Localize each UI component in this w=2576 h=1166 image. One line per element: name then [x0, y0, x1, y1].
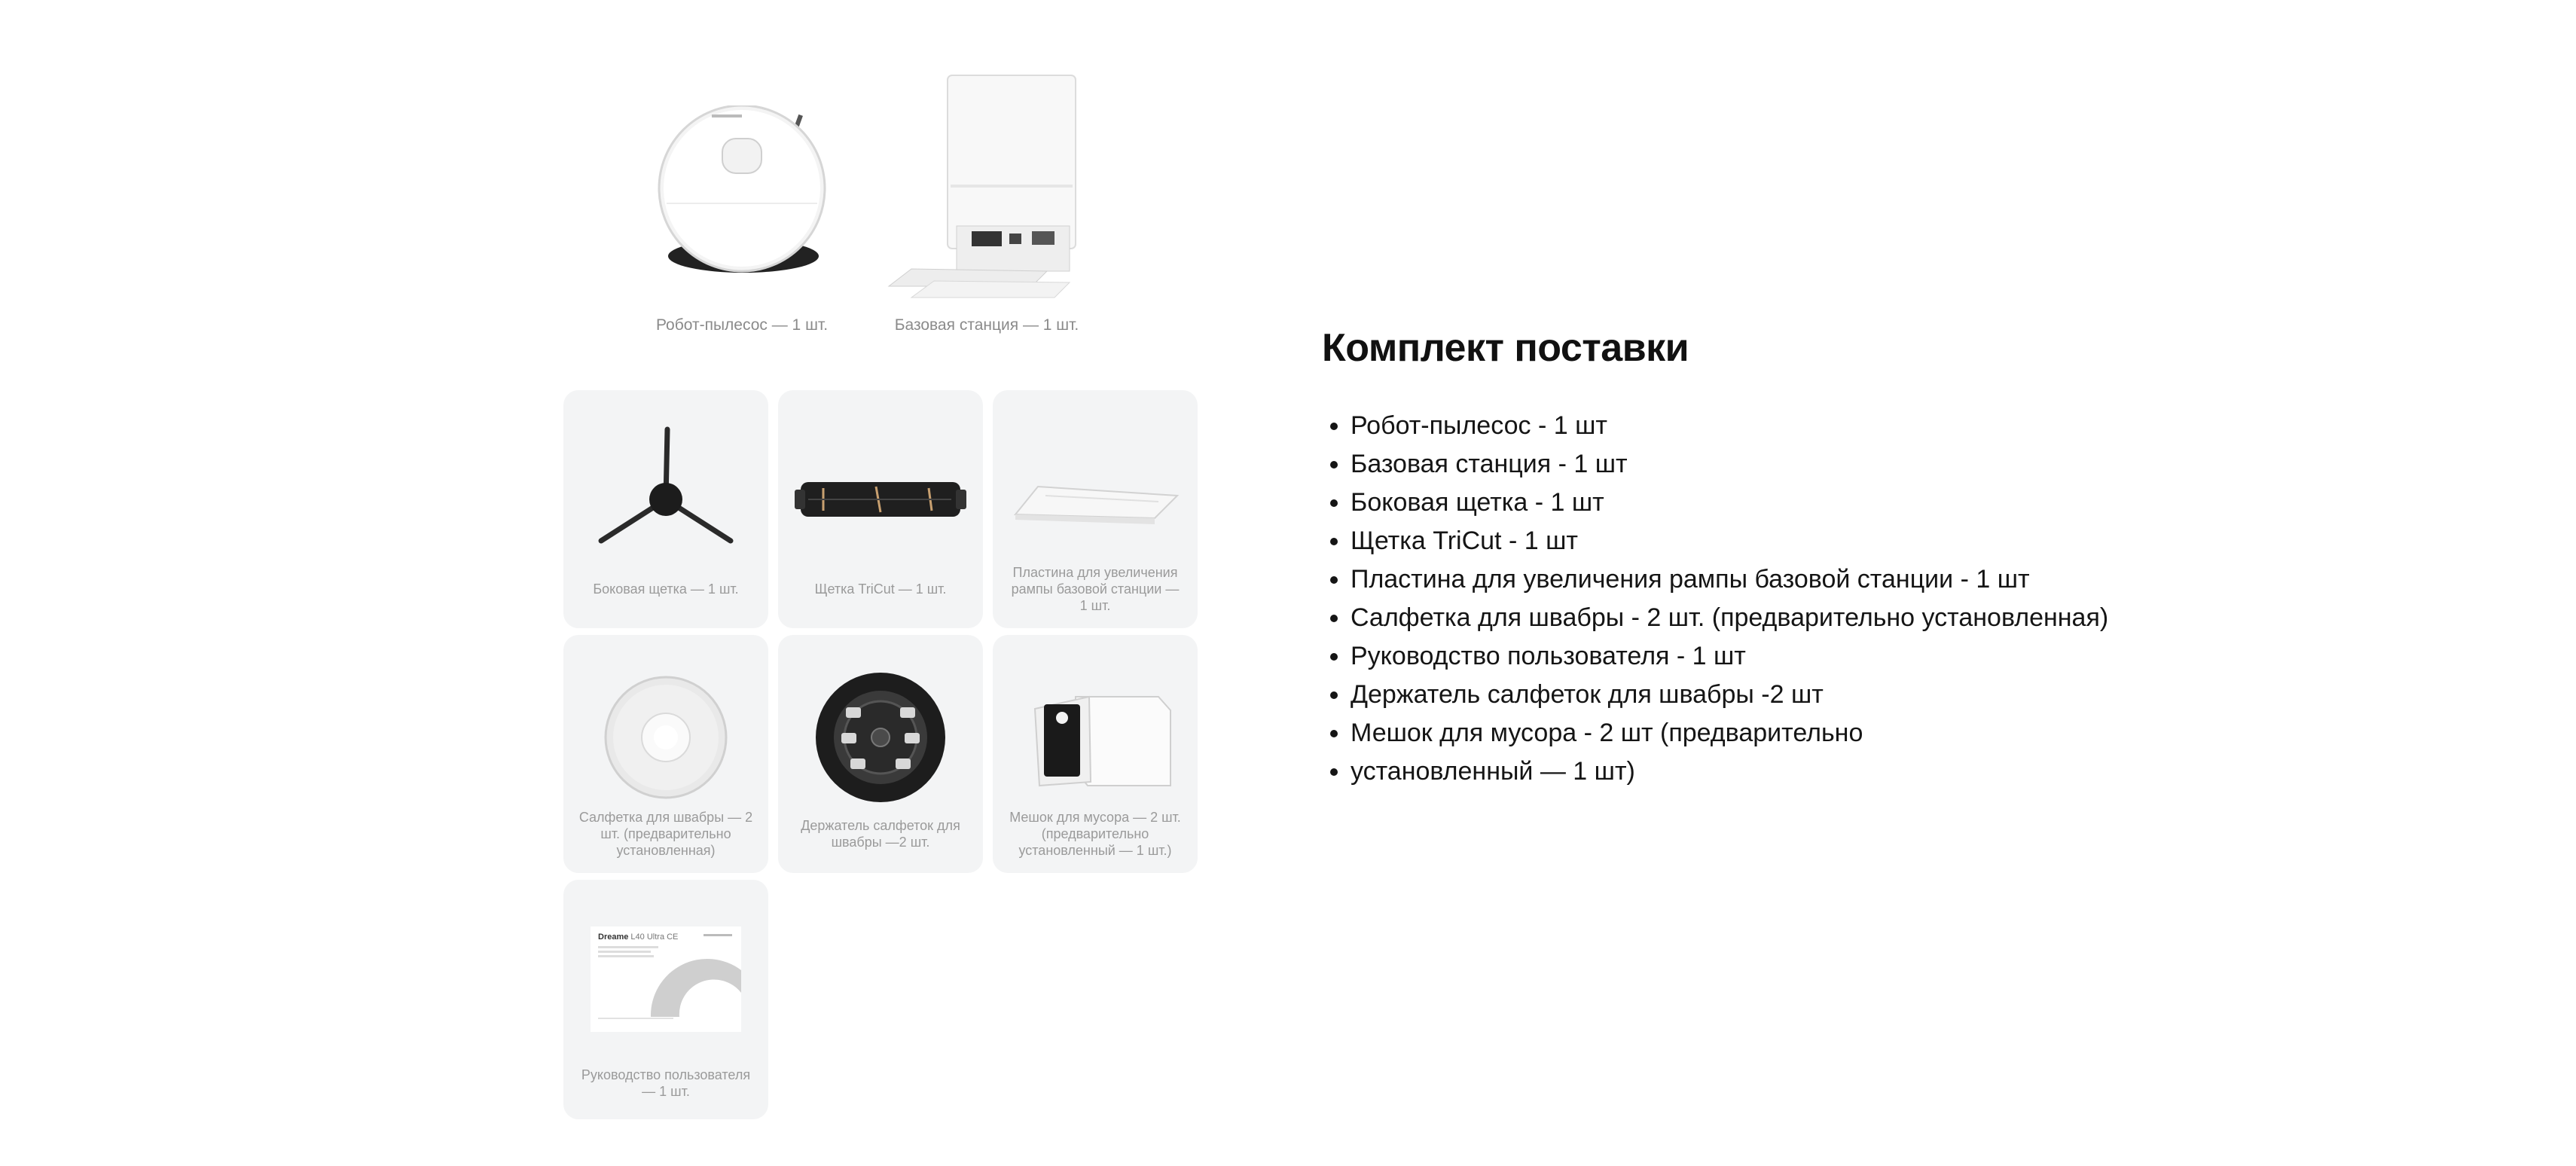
card-mop-holder	[778, 635, 983, 873]
user-manual-icon	[591, 926, 741, 1032]
base-station-icon	[881, 72, 1092, 305]
mop-pad-icon	[563, 635, 768, 808]
card-user-manual	[563, 880, 768, 1119]
tricut-brush-caption: Щетка TriCut — 1 шт.	[814, 581, 947, 597]
card-tricut-brush	[778, 390, 983, 628]
user-manual-caption: Руководство пользователя — 1 шт.	[581, 1067, 751, 1099]
robot-vacuum-icon	[644, 105, 840, 279]
side-brush-icon	[563, 390, 768, 563]
card-ramp-plate	[993, 390, 1198, 628]
mop-holder-caption: Держатель салфеток для швабры —2 шт.	[801, 818, 960, 850]
side-brush-caption: Боковая щетка — 1 шт.	[593, 581, 739, 597]
kit-item: • Мешок для мусора - 2 шт (предварительно	[1351, 714, 2164, 752]
kit-item: • Руководство пользователя - 1 шт	[1351, 637, 2164, 676]
robot-vacuum-caption: Робот-пылесос — 1 шт.	[655, 316, 829, 334]
kit-item: • Держатель салфеток для швабры -2 шт	[1351, 676, 2164, 714]
manual-brand: Dreame	[598, 932, 629, 942]
dust-bag-caption: Мешок для мусора — 2 шт. (предварительно установленный — 1 шт.)	[1009, 810, 1181, 858]
ramp-plate-icon	[993, 390, 1198, 563]
ramp-plate-caption: Пластина для увеличения рампы базовой станции — 1 шт.	[1011, 565, 1180, 613]
manual-model: L40 Ultra CE	[630, 932, 679, 942]
mop-pad-caption: Салфетка для швабры — 2 шт. (предварительно установленная)	[578, 810, 753, 858]
mop-holder-icon	[778, 635, 983, 808]
kit-item: • Салфетка для швабры - 2 шт. (предварительно установленная)	[1351, 599, 2164, 637]
kit-item: • Пластина для увеличения рампы базовой станции - 1 шт	[1351, 560, 2164, 599]
kit-title: Комплект поставки	[1322, 326, 1689, 370]
kit-item: • установленный — 1 шт)	[1351, 752, 2164, 791]
base-station-figure	[881, 72, 1092, 305]
tricut-brush-icon	[778, 390, 983, 563]
kit-item: • Боковая щетка - 1 шт	[1351, 484, 2164, 522]
card-dust-bag	[993, 635, 1198, 873]
card-side-brush	[563, 390, 768, 628]
robot-vacuum-figure	[644, 105, 840, 279]
kit-item: • Робот-пылесос - 1 шт	[1351, 407, 2164, 445]
kit-item: • Базовая станция - 1 шт	[1351, 445, 2164, 484]
dust-bag-icon	[993, 635, 1198, 808]
kit-item: • Щетка TriCut - 1 шт	[1351, 522, 2164, 560]
kit-list	[1322, 407, 2164, 791]
card-mop-pad	[563, 635, 768, 873]
base-station-caption: Базовая станция — 1 шт.	[894, 316, 1079, 334]
